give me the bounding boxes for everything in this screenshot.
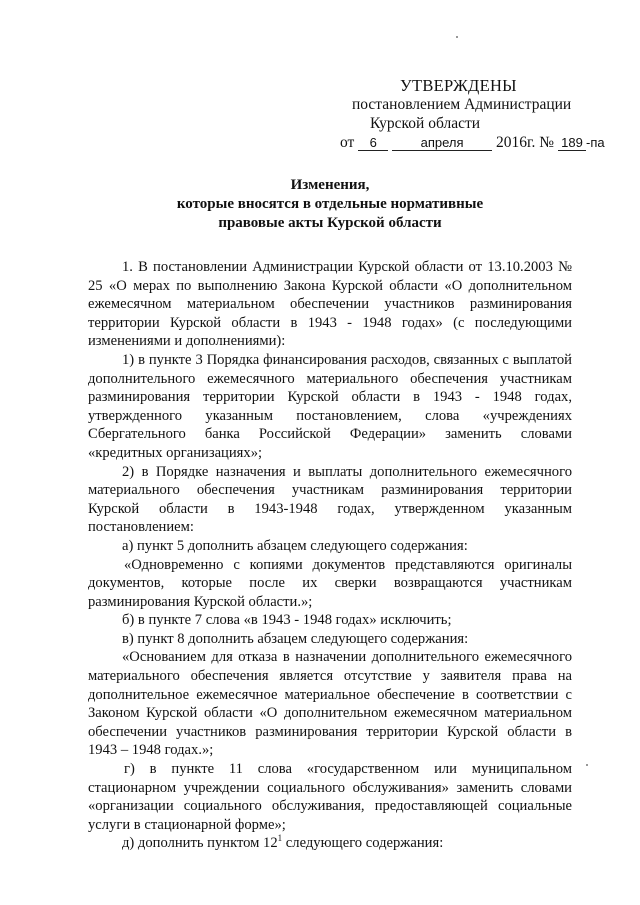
paragraph-10-start: д) дополнить пунктом 12 xyxy=(122,835,278,852)
heading-line-1: Изменения, xyxy=(290,177,370,193)
paragraph-9: г) в пункте 11 слова «государственном или муниципальном стационарном учреждении социального обслуживания» заменить словами «организации социального обслуживания, предоставляющей социальные услуги в стационарной форме»; xyxy=(88,761,572,833)
date-month: апреля xyxy=(392,135,492,151)
paragraph-6: б) в пункте 7 слова «в 1943 - 1948 годах» исключить; xyxy=(122,612,452,629)
decree-suffix: -па xyxy=(585,135,605,150)
heading-line-3: правовые акты Курской области xyxy=(218,215,442,231)
approval-block xyxy=(340,76,605,152)
approval-title: УТВЕРЖДЕНЫ xyxy=(400,76,517,95)
paragraph-5: «Одновременно с копиями документов представляются оригиналы документов, которые после их сверки возвращаются участникам разминирования Курской области.»; xyxy=(88,556,572,610)
paragraph-4: а) пункт 5 дополнить абзацем следующего содержания: xyxy=(122,537,468,554)
date-day: 6 xyxy=(358,135,388,151)
paragraph-10-end: следующего содержания: xyxy=(282,835,444,852)
document-heading xyxy=(90,176,570,233)
paragraph-8: «Основанием для отказа в назначении дополнительного ежемесячного материального обеспечения является отсутствие у заявителя права на дополнительное ежемесячное материальное обеспечение в соответствии с Законом Курской области «О дополнительном ежемесячном материальном обеспечении участников разминирования территории Курской области в 1943 – 1948 годах.»; xyxy=(88,649,572,759)
date-prefix: от xyxy=(340,134,355,151)
decree-number: 189 xyxy=(558,135,586,151)
paragraph-3: 2) в Порядке назначения и выплаты дополнительного ежемесячного материального обеспечения участникам разминирования территории Курской области в 1943-1948 годах, утвержденном указанным постановлением: xyxy=(88,463,572,536)
paragraph-2: 1) в пункте 3 Порядка финансирования расходов, связанных с выплатой дополнительного ежемесячного материального обеспечения участникам разминирования территории Курской области в 1943 - 1948 годах, утвержденного указанным постановлением, слова «учреждениях Сбергательного банка Российской Федерации» заменить словами «кредитных организациях»; xyxy=(88,351,572,461)
date-year: 2016г. № xyxy=(495,134,555,151)
scan-speck xyxy=(586,764,588,766)
paragraph-1: 1. В постановлении Администрации Курской области от 13.10.2003 № 25 «О мерах по выполнению Закона Курской области «О дополнительном ежемесячном материальном обеспечении участников разминирования территории Курской области в 1943 - 1948 годах» (с последующими изменениями и дополнениями): xyxy=(88,259,572,350)
paragraph-7: в) пункт 8 дополнить абзацем следующего содержания: xyxy=(122,630,469,647)
paragraph-10-superscript: 1 xyxy=(277,833,283,844)
approval-line-1: постановлением Администрации xyxy=(352,96,572,113)
scan-speck xyxy=(456,36,458,38)
approval-date-line xyxy=(340,133,605,152)
document-body xyxy=(88,258,572,853)
approval-line-2: Курской области xyxy=(370,115,481,132)
paragraph-10 xyxy=(88,834,572,853)
heading-line-2: которые вносятся в отдельные нормативные xyxy=(176,196,484,212)
